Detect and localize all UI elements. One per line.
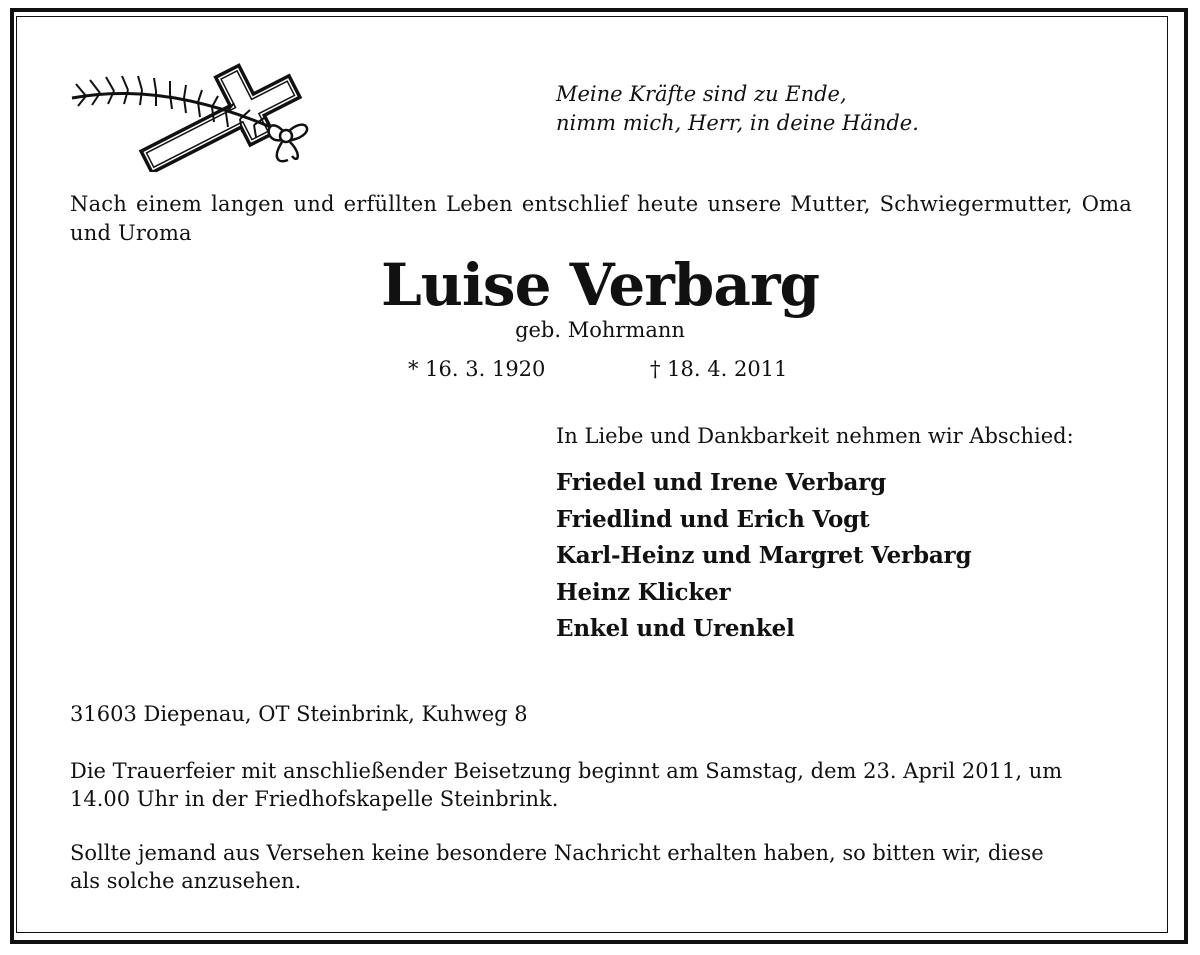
mourner-item: Friedel und Irene Verbarg	[556, 469, 886, 496]
service-line-2: 14.00 Uhr in der Friedhofskapelle Steinbrink.	[70, 787, 559, 811]
mourner-item: Enkel und Urenkel	[556, 615, 795, 642]
notice-line-2: als solche anzusehen.	[70, 869, 302, 893]
mourner-item: Friedlind und Erich Vogt	[556, 505, 870, 533]
mourners-list	[556, 465, 971, 648]
mourner-item: Karl-Heinz und Margret Verbarg	[556, 542, 972, 569]
verse-quote	[556, 80, 919, 138]
family-address: 31603 Diepenau, OT Steinbrink, Kuhweg 8	[70, 702, 528, 726]
notice-text	[70, 839, 1132, 895]
verse-line-1: Meine Kräfte sind zu Ende,	[556, 82, 847, 106]
mourner-item: Heinz Klicker	[556, 578, 731, 606]
service-line-1: Die Trauerfeier mit anschließender Beisetzung beginnt am Samstag, dem 23. April 2011, um	[70, 759, 1063, 783]
intro-text: Nach einem langen und erfüllten Leben entschlief heute unsere Mutter, Schwiegermutter, Oma und Uroma	[70, 192, 1132, 245]
cross-with-palm-branch-icon	[66, 52, 336, 172]
verse-line-2: nimm mich, Herr, in deine Hände.	[556, 111, 919, 135]
deceased-name: Luise Verbarg	[380, 251, 820, 319]
maiden-name: geb. Mohrmann	[515, 318, 685, 342]
notice-line-1: Sollte jemand aus Versehen keine besondere Nachricht erhalten haben, so bitten wir, diese	[70, 841, 1044, 865]
death-date: † 18. 4. 2011	[650, 357, 788, 381]
funeral-service-text	[70, 757, 1132, 813]
birth-date: * 16. 3. 1920	[408, 357, 546, 381]
farewell-text: In Liebe und Dankbarkeit nehmen wir Abschied:	[556, 424, 1074, 448]
